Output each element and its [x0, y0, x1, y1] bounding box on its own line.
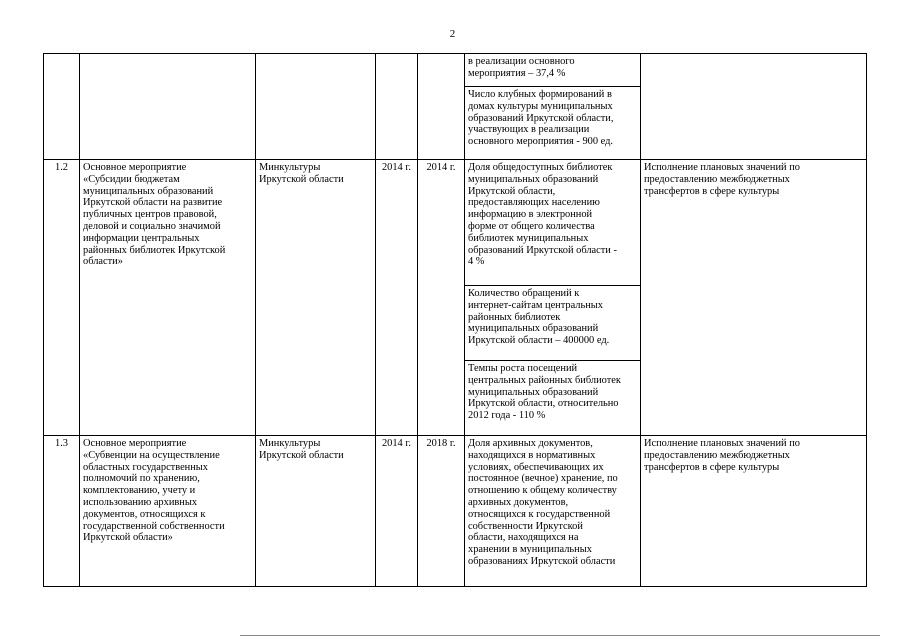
- result-cell: [641, 54, 867, 160]
- page-bottom-divider: [240, 635, 880, 636]
- activity-title: Основное мероприятие «Субвенции на осуществление областных государственных полномочий по хранению, комплектованию, учету и использованию архивных документов, относящихся к государственной собственности Иркутской области»: [80, 436, 256, 587]
- activity-title: Основное мероприятие «Субсидии бюджетам муниципальных образований Иркутской области на развитие публичных центров правовой, деловой и социально значимой информации центральных районных библиотек Иркутской области»: [80, 160, 256, 436]
- executor-cell: Минкультуры Иркутской области: [256, 436, 376, 587]
- result-cell: Исполнение плановых значений по предоставлению межбюджетных трансфертов в сфере культуры: [641, 160, 867, 436]
- page-number: 2: [449, 28, 456, 40]
- activity-title: [80, 54, 256, 160]
- start-year-cell: [376, 54, 418, 160]
- activities-table: [43, 53, 867, 587]
- indicator-cell: Доля общедоступных библиотек муниципальных образований Иркутской области, предоставляющих населению информацию в электронной форме от общего количества библиотек муниципальных образований Иркутской области - 4 %: [465, 160, 641, 286]
- table-row: [44, 160, 867, 286]
- table-row: [44, 54, 867, 87]
- executor-cell: Минкультуры Иркутской области: [256, 160, 376, 436]
- executor-cell: [256, 54, 376, 160]
- end-year-cell: 2018 г.: [418, 436, 465, 587]
- end-year-cell: 2014 г.: [418, 160, 465, 436]
- indicator-cell: в реализации основного мероприятия – 37,4 %: [465, 54, 641, 87]
- row-number: 1.3: [44, 436, 80, 587]
- row-number: 1.2: [44, 160, 80, 436]
- start-year-cell: 2014 г.: [376, 436, 418, 587]
- row-number: [44, 54, 80, 160]
- indicator-cell: Доля архивных документов, находящихся в нормативных условиях, обеспечивающих их постоянное (вечное) хранение, по отношению к общему количеству архивных документов, относящихся к государственной собственности Иркутской области, находящихся на хранении в муниципальных образованиях Иркутской области: [465, 436, 641, 587]
- result-cell: Исполнение плановых значений по предоставлению межбюджетных трансфертов в сфере культуры: [641, 436, 867, 587]
- indicator-cell: Темпы роста посещений центральных районных библиотек муниципальных образований Иркутской области, относительно 2012 года - 110 %: [465, 361, 641, 436]
- table-row: [44, 436, 867, 587]
- indicator-cell: Количество обращений к интернет-сайтам центральных районных библиотек муниципальных образований Иркутской области – 400000 ед.: [465, 286, 641, 361]
- indicator-cell: Число клубных формирований в домах культуры муниципальных образований Иркутской области, участвующих в реализации основного мероприятия - 900 ед.: [465, 87, 641, 160]
- end-year-cell: [418, 54, 465, 160]
- start-year-cell: 2014 г.: [376, 160, 418, 436]
